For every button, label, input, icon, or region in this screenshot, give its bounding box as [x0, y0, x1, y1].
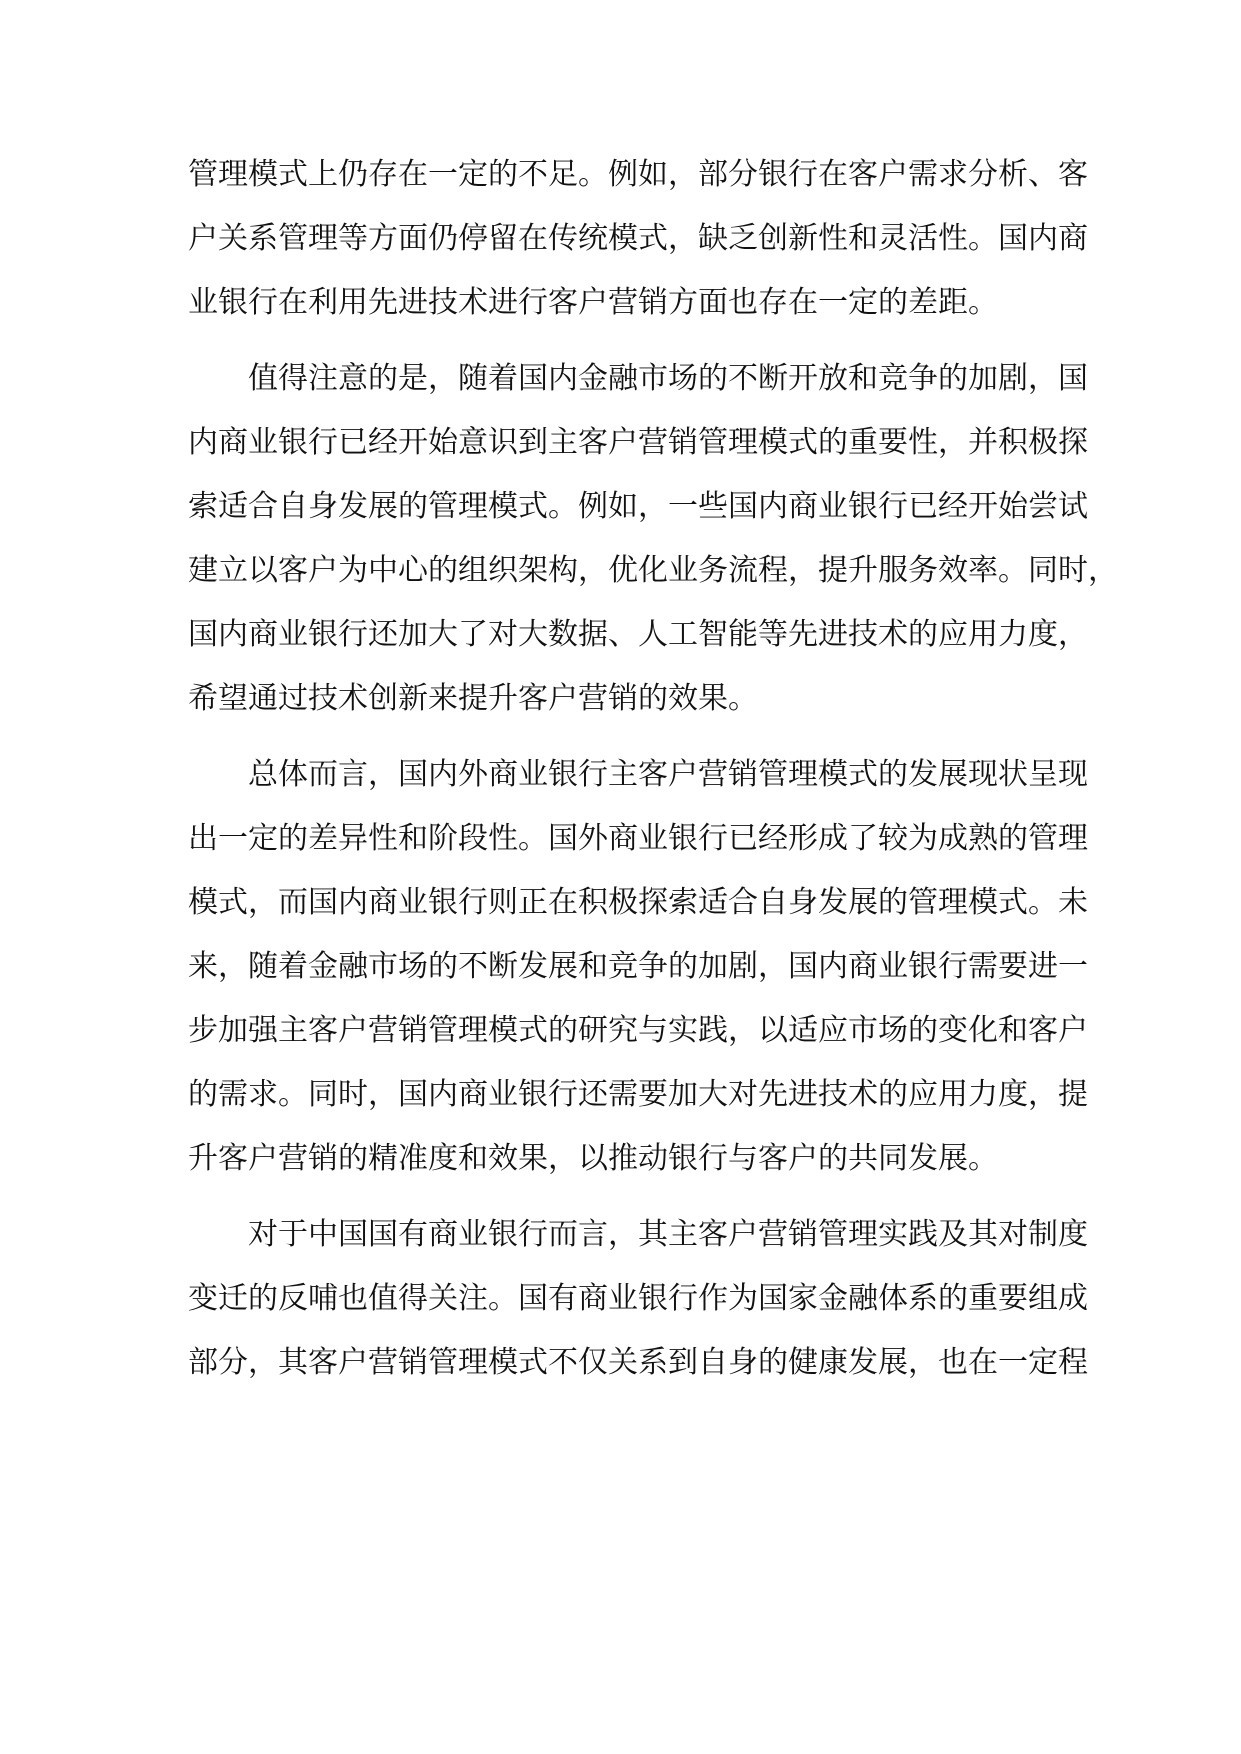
- paragraph-3-line-7: 升客户营销的精准度和效果，以推动银行与客户的共同发展。: [188, 1141, 998, 1176]
- paragraph-gap: [188, 335, 1058, 347]
- body-text: [188, 143, 1118, 1395]
- paragraph-2-line-6: 希望通过技术创新来提升客户营销的效果。: [188, 681, 758, 716]
- paragraph-2-line-1: 值得注意的是，随着国内金融市场的不断开放和竞争的加剧，国: [248, 361, 1088, 396]
- paragraph-3-line-5: 步加强主客户营销管理模式的研究与实践，以适应市场的变化和客户: [188, 1013, 1088, 1048]
- paragraph-1-line-3: 业银行在利用先进技术进行客户营销方面也存在一定的差距。: [188, 285, 998, 320]
- paragraph-2-line-3: 索适合自身发展的管理模式。例如，一些国内商业银行已经开始尝试: [188, 489, 1088, 524]
- paragraph-4-line-3: 部分，其客户营销管理模式不仅关系到自身的健康发展，也在一定程: [188, 1345, 1088, 1380]
- paragraph-2-line-2: 内商业银行已经开始意识到主客户营销管理模式的重要性，并积极探: [188, 425, 1088, 460]
- paragraph-gap: [188, 731, 1058, 743]
- paragraph-2-line-4: 建立以客户为中心的组织架构，优化业务流程，提升服务效率。同时，: [188, 553, 1118, 588]
- paragraph-2-line-5: 国内商业银行还加大了对大数据、人工智能等先进技术的应用力度，: [188, 617, 1088, 652]
- paragraph-gap: [188, 1191, 1058, 1203]
- paragraph-3-line-3: 模式，而国内商业银行则正在积极探索适合自身发展的管理模式。未: [188, 885, 1088, 920]
- paragraph-4-line-1: 对于中国国有商业银行而言，其主客户营销管理实践及其对制度: [248, 1217, 1088, 1252]
- paragraph-4-line-2: 变迁的反哺也值得关注。国有商业银行作为国家金融体系的重要组成: [188, 1281, 1088, 1316]
- paragraph-3-line-2: 出一定的差异性和阶段性。国外商业银行已经形成了较为成熟的管理: [188, 821, 1088, 856]
- paragraph-1-line-2: 户关系管理等方面仍停留在传统模式，缺乏创新性和灵活性。国内商: [188, 221, 1088, 256]
- paragraph-1-line-1: 管理模式上仍存在一定的不足。例如，部分银行在客户需求分析、客: [188, 157, 1088, 192]
- paragraph-3-line-4: 来，随着金融市场的不断发展和竞争的加剧，国内商业银行需要进一: [188, 949, 1088, 984]
- paragraph-3-line-6: 的需求。同时，国内商业银行还需要加大对先进技术的应用力度，提: [188, 1077, 1088, 1112]
- paragraph-3-line-1: 总体而言，国内外商业银行主客户营销管理模式的发展现状呈现: [248, 757, 1088, 792]
